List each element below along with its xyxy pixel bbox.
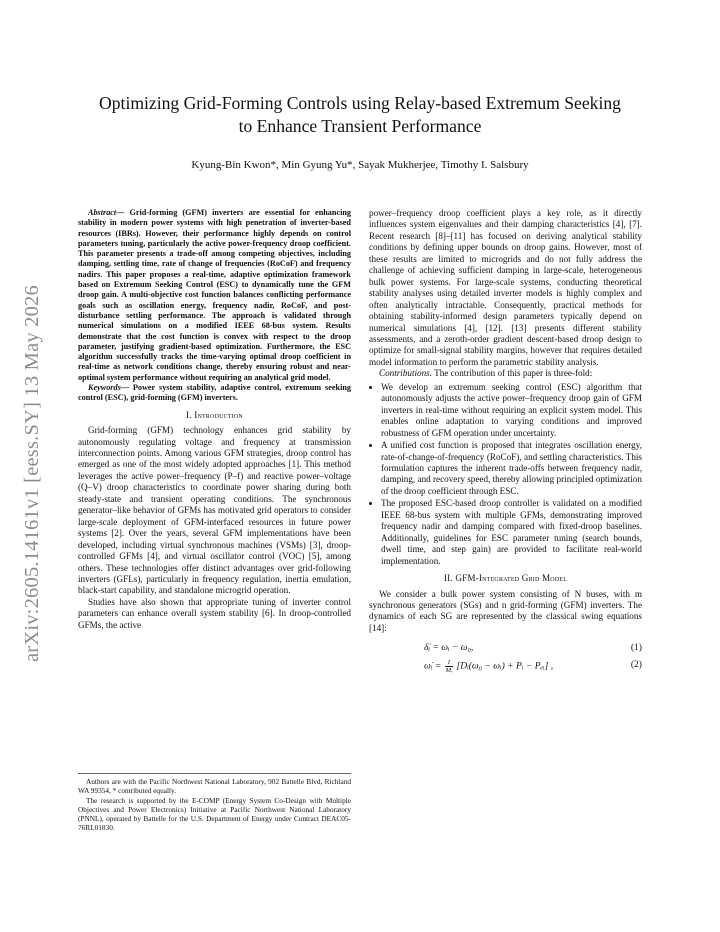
footnote-affiliation: Authors are with the Pacific Northwest National Laboratory, 902 Battelle Blvd, Richland WA 99354, * contributed equally.: [78, 777, 351, 796]
model-paragraph: We consider a bulk power system consisting of N buses, with m synchronous generators (SGs) and n grid-forming (GFM) inverters. The dynamics of each SG are represented by the classical swing equations [14]:: [369, 588, 642, 633]
equation-2-fraction: [445, 659, 454, 674]
intro-paragraph-1: Grid-forming (GFM) technology enhances grid stability by autonomously regulating voltage and frequency at transmission interconnection points. Among various GFM strategies, droop control has emerged as one of the most widely adopted approaches [1]. This method leverages the active power–frequency (P–f) and reactive power–voltage (Q–V) droop characteristics to coordinate power sharing during both steady-state and transient operating conditions. The synchronous generator–like behavior of GFMs has motivated grid operators to consider large-scale deployment of GFM-interfaced resources in future power systems [2]. Over the years, several GFM implementations have been developed, including virtual synchronous machines (VSMs) [3], droop-controlled GFMs [4], and virtual oscillator control (VOC) [5], among others. These technologies offer distinct advantages over grid-following inverters (GFLs), particularly in frequency regulation, inertia emulation, black-start capability, and standalone microgrid operation.: [78, 425, 351, 596]
footnote-funding: The research is supported by the E-COMP (Energy System Co-Design with Multiple Objectives and Power Electronics) Initiative at Pacific Northwest National Laboratory (PNNL), operated by Battelle for the U.S. Department of Energy under Contract DEAC05-76RL01830.: [78, 796, 351, 833]
contributions-list: [369, 382, 642, 567]
contribution-item: • A unified cost function is proposed that integrates oscillation energy, rate-of-change-of-frequency (RoCoF), and settling characteristics. This formulation captures the inherent trade-offs between frequency nadir, damping, and recovery speed, thereby allowing principled optimization of the droop coefficient through ESC.: [381, 440, 642, 497]
contributions-intro: The contribution of this paper is three-fold:: [432, 368, 593, 379]
title-line-1: Optimizing Grid-Forming Controls using Relay-based Extremum Seeking: [99, 93, 621, 113]
intro-paragraph-continued: power–frequency droop coefficient plays a key role, as it directly influences system eigenvalues and their damping characteristics [4], [7]. Recent research [8]–[11] has focused on deriving analytical stability conditions by defining upper bounds on droop gains. However, most of these results are limited to microgrids and do not fully address the challenge of achieving sufficient damping in large-scale, heterogeneous bulk power systems. For large-scale systems, conducting theoretical stability analyses using detailed inverter models is highly complex and often analytically intractable. Consequently, practical methods for obtaining stability-informed design parameters typically depend on numerical simulations [4], [12]. [13] presents different stability assessments, and a zeroth-order gradient descent-based droop design to optimize for small-signal stability margins, however that requires detailed model information to perform the parametric stability analysis.: [369, 208, 642, 367]
equation-1: [369, 640, 642, 657]
abstract: [78, 208, 351, 383]
equation-2-number: (2): [630, 659, 642, 671]
section-heading-introduction: I. Introduction: [186, 409, 243, 420]
keywords-text: — Power system stability, adaptive control, extremum seeking control (ESC), grid-forming (GFM) inverters.: [78, 383, 351, 403]
equation-1-body: δ̇ᵢ = ωᵢ − ω₀,: [424, 642, 474, 654]
arxiv-identifier-stamp[interactable]: arXiv:2605.14161v1 [eess.SY] 13 May 2026: [21, 285, 43, 662]
title-line-2: to Enhance Transient Performance: [238, 116, 482, 136]
section-heading-model: II. GFM-Integrated Grid Model: [443, 573, 568, 584]
left-column: [78, 208, 351, 631]
fraction-numerator: 1: [445, 659, 454, 667]
contributions-paragraph: [369, 368, 642, 379]
equation-1-number: (1): [630, 642, 642, 654]
keywords: [78, 383, 351, 404]
contribution-item: • The proposed ESC-based droop controller is validated on a modified IEEE 68-bus system with multiple GFMs, demonstrating improved frequency nadir and damping compared with fixed-droop baselines. Additionally, guidelines for ESC parameter tuning (search bounds, dwell time, and step gain) are provided to facilitate real-world implementation.: [381, 498, 642, 567]
equation-2-rhs: [Dᵢ(ω₀ − ωᵢ) + Pᵢ − Pₑᵢ] ,: [456, 661, 554, 673]
footnotes: [78, 773, 351, 834]
paper-title: [60, 92, 660, 138]
contributions-label: Contributions.: [379, 368, 432, 379]
contribution-item: • We develop an extremum seeking control (ESC) algorithm that autonomously adjusts the active power–frequency droop gain of GFM inverters in real-time without requiring an explicit system model. This enables online adaptation to varying conditions and improved robustness of GFM operation under uncertainty.: [381, 382, 642, 439]
keywords-label: Keywords: [88, 383, 121, 393]
fraction-denominator: Mᵢ: [445, 667, 453, 675]
equation-2-body: [424, 659, 553, 674]
intro-paragraph-2: Studies have also shown that appropriate tuning of inverter control parameters can enhance overall system stability [6]. In droop-controlled GFMs, the active: [78, 596, 351, 630]
author-list: Kyung-Bin Kwon*, Min Gyung Yu*, Sayak Mukherjee, Timothy I. Salsbury: [191, 159, 529, 171]
equation-2-lhs: ω̇ᵢ =: [424, 661, 442, 673]
abstract-label: Abstract: [88, 208, 117, 217]
abstract-text: — Grid-forming (GFM) inverters are essential for enhancing stability in modern power systems with high penetration of inverter-based resources (IBRs). However, their performance highly depends on control parameters tuning, particularly the active power-frequency droop coefficient. This parameter presents a trade-off among competing objectives, including damping, settling time, rate of change of frequencies (RoCoF) and frequency nadirs. This paper proposes a real-time, adaptive optimization framework based on Extremum Seeking Control (ESC) to dynamically tune the GFM droop gain. A multi-objective cost function balances conflicting performance goals such as oscillation energy, frequency nadir, RoCoF, and post-disturbance settling performance. The approach is validated through numerical simulations on a modified IEEE 68-bus system. Results demonstrate that the cost function is convex with respect to the droop parameter, justifying gradient-based optimization. Furthermore, the ESC algorithm successfully tracks the time-varying optimal droop coefficient in real-time as network conditions change, thereby ensuring robust and near-optimal system performance without requiring an analytical grid model.: [78, 208, 351, 382]
right-column: [369, 208, 642, 674]
equation-2: [369, 657, 642, 674]
